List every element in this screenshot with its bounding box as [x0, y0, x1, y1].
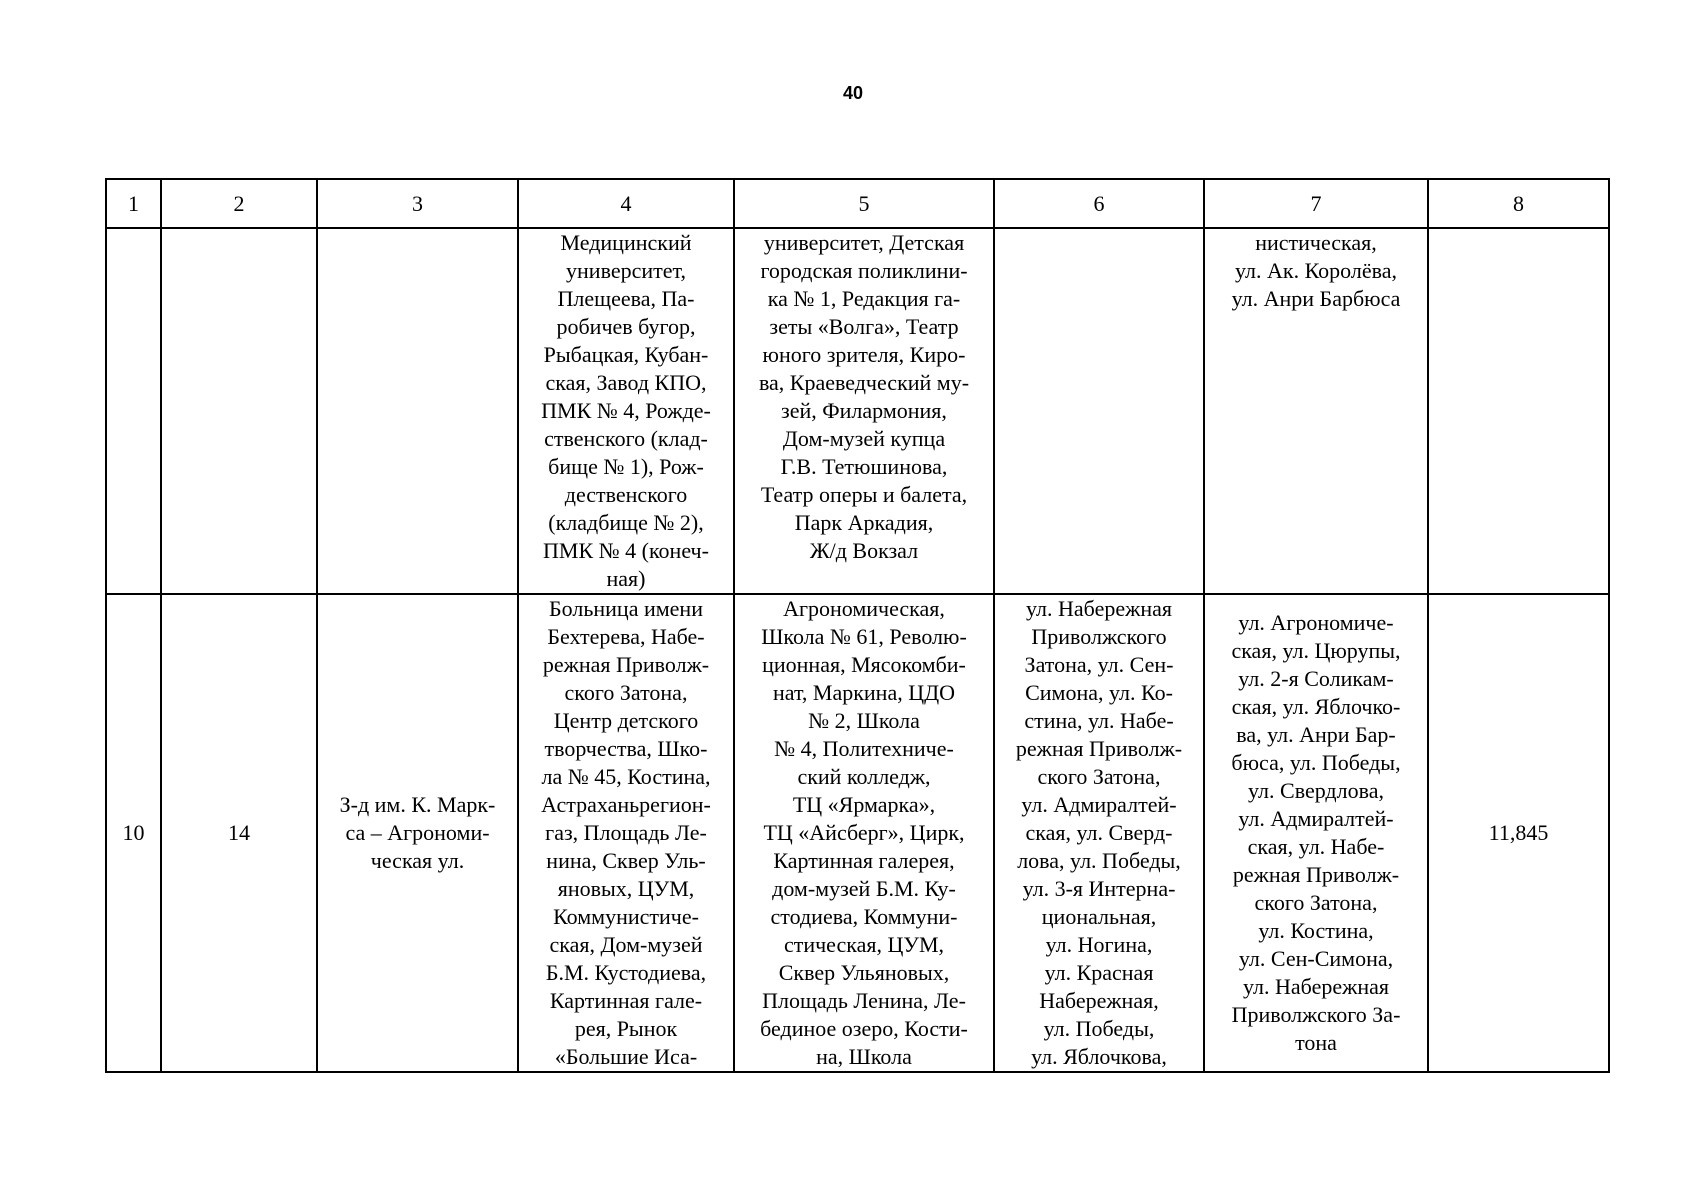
table-cell — [161, 228, 317, 594]
table-cell — [1428, 594, 1609, 1072]
table-cell — [1204, 228, 1428, 594]
table-row — [106, 228, 1609, 594]
table-cell — [994, 594, 1204, 1072]
table-cell — [161, 594, 317, 1072]
column-header: 6 — [994, 179, 1204, 228]
table-cell — [106, 594, 161, 1072]
cell-text: нистическая, ул. Ак. Королёва, ул. Анри Барбюса — [1231, 230, 1401, 311]
table-cell — [734, 594, 994, 1072]
table-row — [106, 594, 1609, 1072]
table-cell — [1204, 594, 1428, 1072]
column-header: 2 — [161, 179, 317, 228]
cell-text: Медицинский университет, Плещеева, Па- робичев бугор, Рыбацкая, Кубан- ская, Завод КПО, ПМК № 4, Рожде- ственского (клад- бище № 1), Рож- дественского (кладбище № 2), ПМК № 4 (конеч- ная) — [541, 230, 711, 591]
column-header: 4 — [518, 179, 734, 228]
page-number: 40 — [842, 83, 864, 103]
column-header: 5 — [734, 179, 994, 228]
column-header: 3 — [317, 179, 518, 228]
table-cell — [1428, 228, 1609, 594]
cell-text: Больница имени Бехтерева, Набе- режная Приволж- ского Затона, Центр детского творчества, Шко- ла № 45, Костина, Астраханьрегион- газ, Площадь Ле- нина, Сквер Уль- яновых, ЦУМ, Коммунистиче- ская, Дом-музей Б.М. Кустодиева, Картинная гале- рея, Рынок «Большие Иса- — [541, 596, 711, 1069]
table-cell — [317, 594, 518, 1072]
cell-text: 11,845 — [1488, 820, 1549, 845]
route-table — [105, 178, 1610, 1073]
column-header: 7 — [1204, 179, 1428, 228]
cell-text: ул. Набережная Приволжского Затона, ул. Сен- Симона, ул. Ко- стина, ул. Набе- режная Приволж- ского Затона, ул. Адмиралтей- ская, ул. Сверд- лова, ул. Победы, ул. 3-я Интерна- циональная, ул. Ногина, ул. Красная Набережная, ул. Победы, ул. Яблочкова, — [1015, 596, 1183, 1069]
table-cell — [518, 228, 734, 594]
cell-text: 14 — [228, 820, 250, 845]
table-cell — [518, 594, 734, 1072]
cell-text: 10 — [122, 820, 145, 845]
table-cell — [994, 228, 1204, 594]
table-cell — [734, 228, 994, 594]
table-header-row — [106, 179, 1609, 228]
table-cell — [106, 228, 161, 594]
column-header: 8 — [1428, 179, 1609, 228]
column-header: 1 — [106, 179, 161, 228]
cell-text: университет, Детская городская поликлини- ка № 1, Редакция га- зеты «Волга», Театр юного зрителя, Киро- ва, Краеведческий му- зей, Филармония, Дом-музей купца Г.В. Тетюшинова, Театр оперы и балета, Парк Аркадия, Ж/д Вокзал — [758, 230, 970, 563]
table-cell — [317, 228, 518, 594]
cell-text: Агрономическая, Школа № 61, Револю- ционная, Мясокомби- нат, Маркина, ЦДО № 2, Школа № 4, Политехниче- ский колледж, ТЦ «Ярмарка», ТЦ «Айсберг», Цирк, Картинная галерея, дом-музей Б.М. Ку- стодиева, Коммуни- стическая, ЦУМ, Сквер Ульяновых, Площадь Ленина, Ле- бединое озеро, Кости- на, Школа — [760, 596, 968, 1069]
cell-text: З-д им. К. Марк- са – Агрономи- ческая ул. — [339, 792, 496, 873]
cell-text: ул. Агрономиче- ская, ул. Цюрупы, ул. 2-я Соликам- ская, ул. Яблочко- ва, ул. Анри Бар- бюса, ул. Победы, ул. Свердлова, ул. Адмиралтей- ская, ул. Набе- режная Приволж- ского Затона, ул. Костина, ул. Сен-Симона, ул. Набережная Приволжского За- тона — [1231, 610, 1401, 1055]
